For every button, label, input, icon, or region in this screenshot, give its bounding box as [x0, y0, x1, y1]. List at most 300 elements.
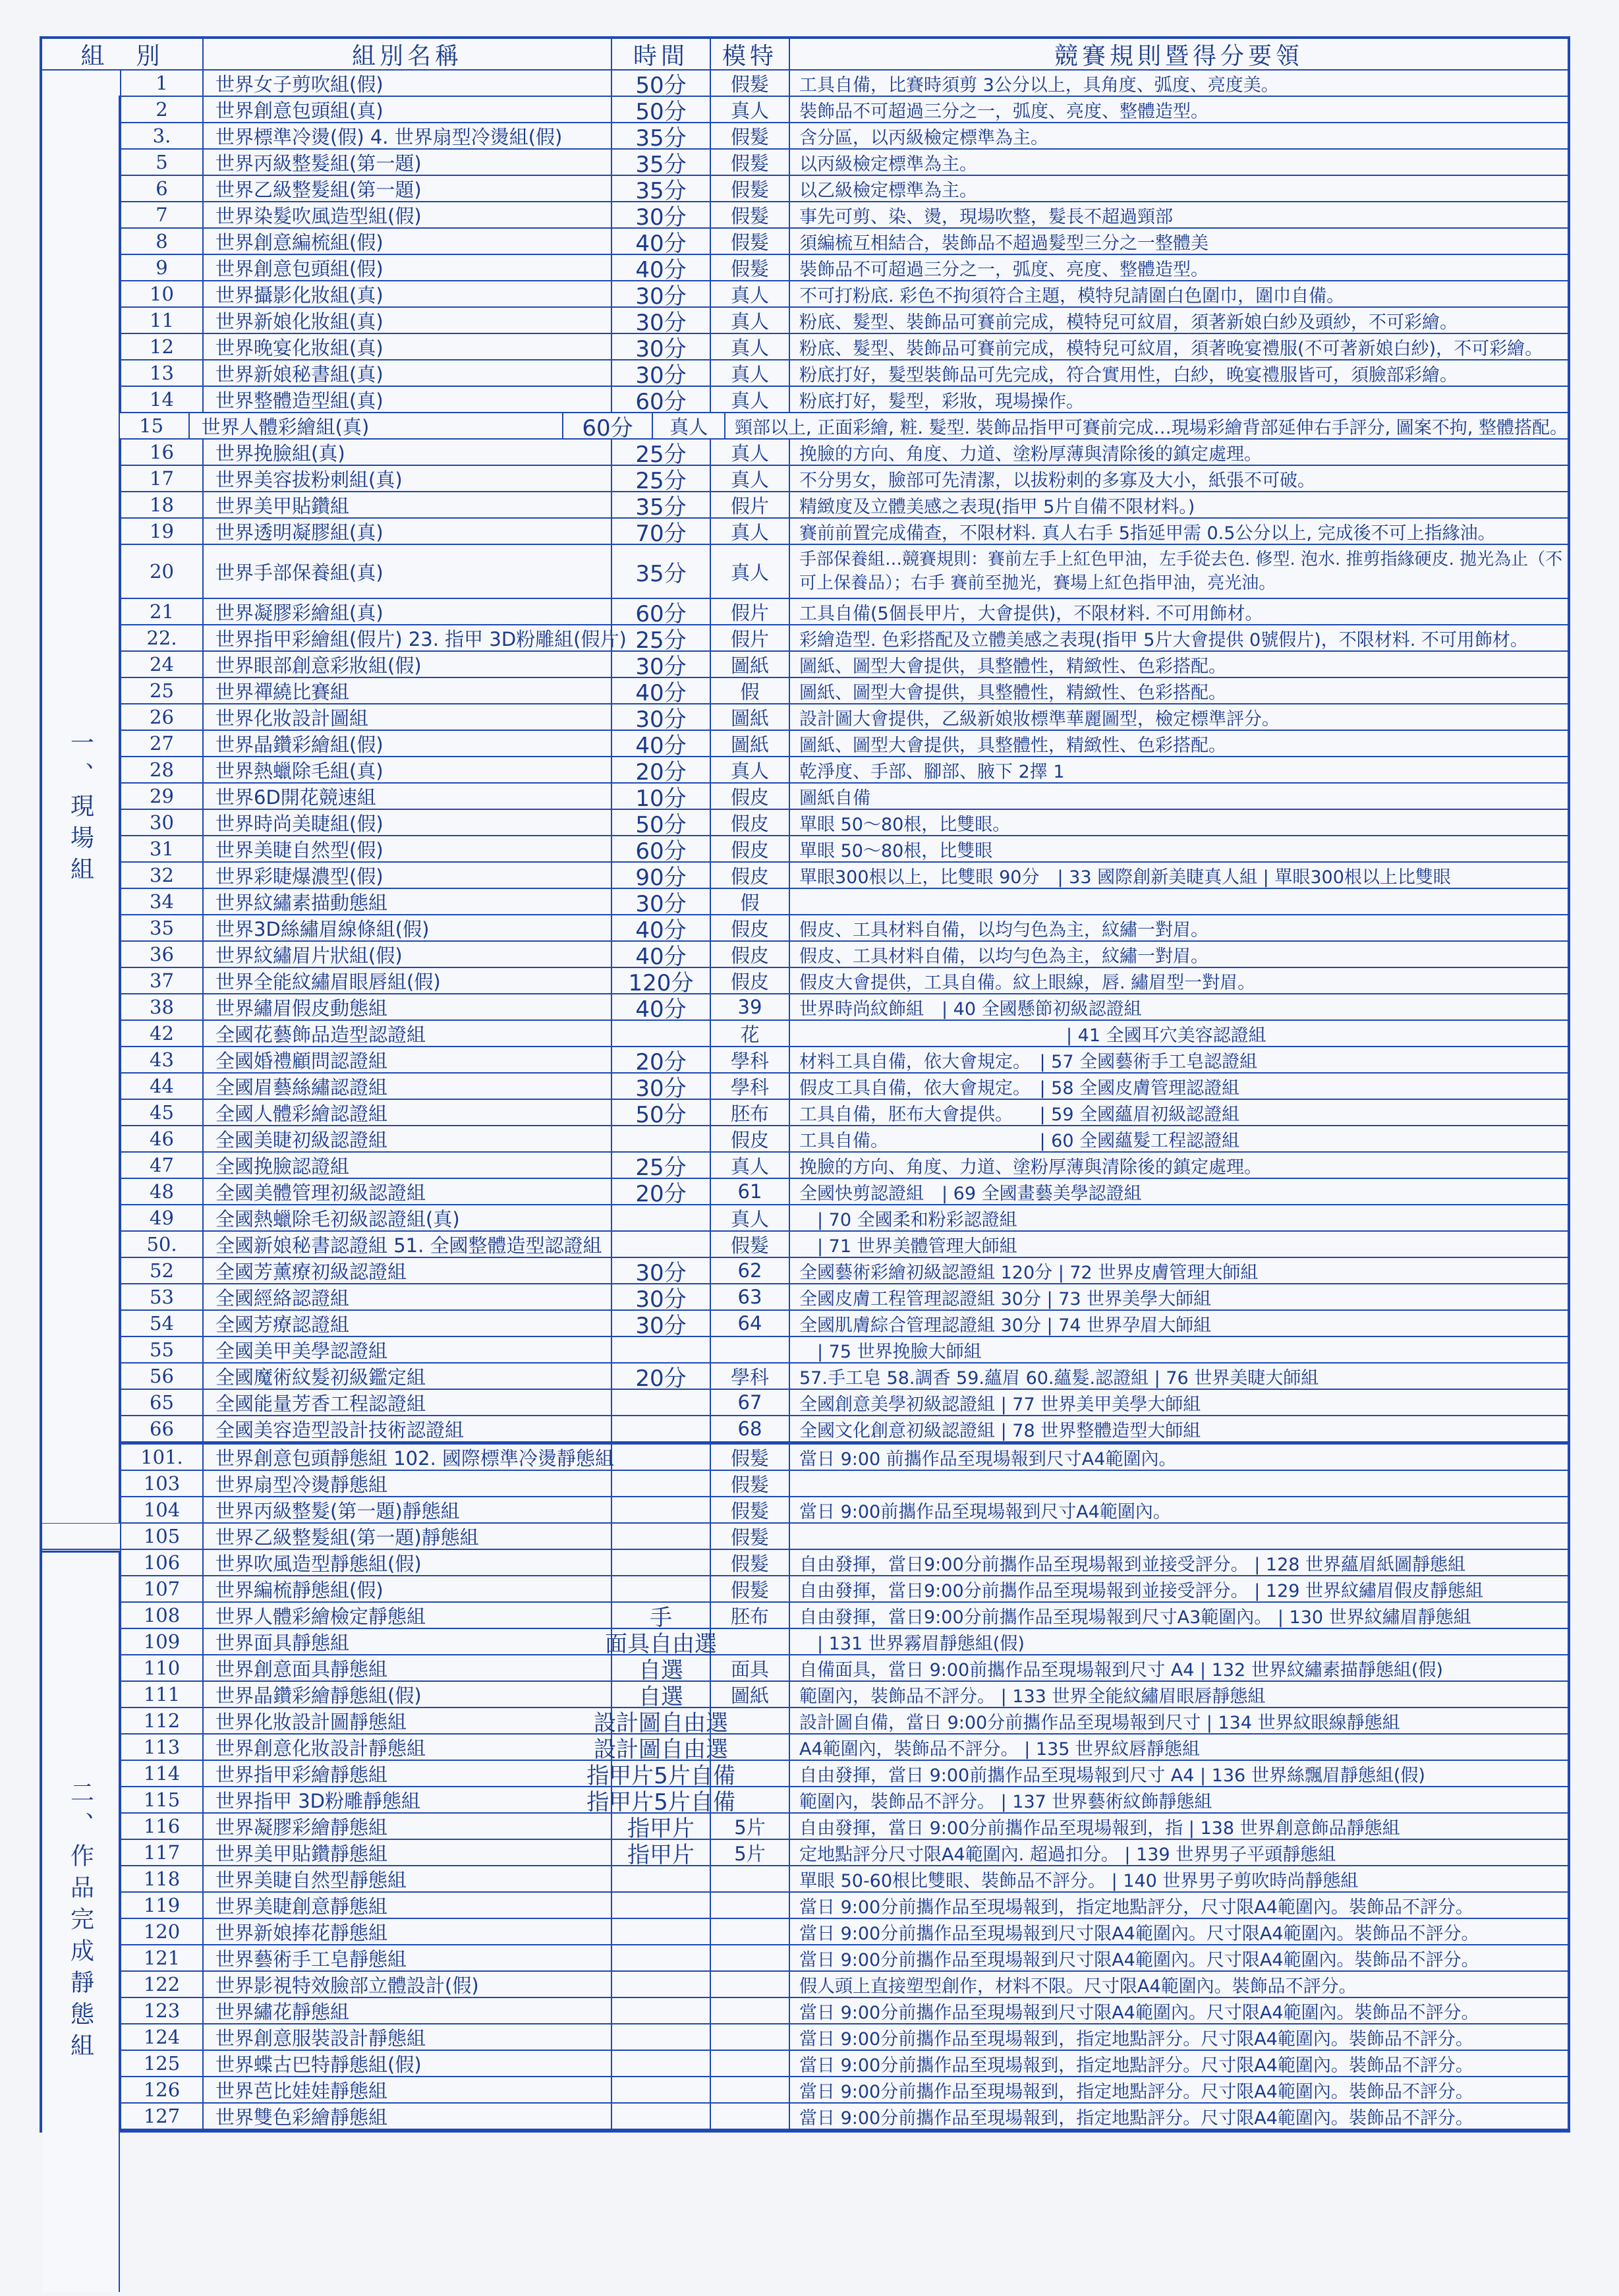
row-model: 假髮	[711, 1497, 790, 1522]
row-time: 60分	[612, 387, 711, 412]
row-group-name: 全國人體彩繪認證組	[204, 1100, 612, 1125]
row-number: 21	[121, 599, 204, 624]
row-number: 125	[121, 2051, 204, 2076]
row-rule	[790, 889, 1568, 914]
row-number: 12	[121, 334, 204, 359]
row-rule: 圖紙自備	[799, 788, 870, 809]
row-time: 30分	[612, 360, 711, 386]
table-row	[42, 1893, 1568, 1919]
row-group-name: 世界指甲 3D粉雕靜態組	[204, 1787, 612, 1812]
table-row	[42, 1390, 1568, 1416]
row-number: 105	[121, 1524, 204, 1549]
row-time: 50分	[612, 810, 711, 835]
row-number: 43	[121, 1047, 204, 1072]
row-time: 40分	[612, 942, 711, 967]
table-row	[42, 334, 1568, 360]
row-number: 14	[121, 387, 204, 412]
row-time	[612, 1524, 711, 1549]
row-rule: | 131 世界霧眉靜態組(假)	[799, 1633, 1025, 1654]
row-time: 30分	[612, 334, 711, 359]
row-model: 假髮	[711, 255, 790, 280]
table-row	[42, 229, 1568, 255]
row-rule: 當日 9:00分前攜作品至現場報到，指定地點評分。尺寸限A4範圍內。裝飾品不評分。	[799, 2081, 1473, 2102]
row-rule: 工具自備，胚布大會提供。 | 59 全國蘊眉初級認證組	[799, 1104, 1240, 1125]
row-model: 假髮	[711, 1576, 790, 1601]
row-group-name: 世界6D開花競速組	[204, 784, 612, 809]
row-number: 123	[121, 1998, 204, 2023]
row-number: 104	[121, 1497, 204, 1522]
row-rule: 工具自備，比賽時須剪 3公分以上，具角度、弧度、亮度美。	[799, 74, 1279, 96]
row-rule: 不可打粉底. 彩色不拘須符合主題，模特兒請圍白色圍巾，圍巾自備。	[799, 285, 1345, 306]
row-model	[711, 2077, 790, 2102]
table-row	[42, 1972, 1568, 1998]
table-row	[42, 836, 1568, 863]
row-time: 50分	[612, 1100, 711, 1125]
row-time: 120分	[612, 968, 711, 993]
row-time	[612, 1576, 711, 1601]
row-time	[612, 1919, 711, 1944]
table-row	[42, 1179, 1568, 1205]
row-model: 真人	[711, 466, 790, 491]
row-model: 假皮	[711, 915, 790, 940]
row-group-name: 世界彩睫爆濃型(假)	[204, 863, 612, 888]
row-number: 66	[121, 1416, 204, 1441]
row-model: 真人	[711, 97, 790, 122]
row-group-name: 世界創意包頭靜態組 102. 國際標準冷燙靜態組	[204, 1445, 612, 1470]
row-number: 46	[121, 1126, 204, 1151]
table-row	[42, 1761, 1568, 1787]
row-group-name: 世界禪繞比賽組	[204, 678, 612, 703]
row-group-name: 世界美容拔粉刺組(真)	[204, 466, 612, 491]
row-group-name: 世界凝膠彩繪組(真)	[204, 599, 612, 624]
row-rule: 工具自備(5個長甲片，大會提供)，不限材料. 不可用飾材。	[799, 603, 1263, 624]
row-group-name: 世界美睫自然型靜態組	[204, 1866, 612, 1891]
row-rule: 57.手工皂 58.調香 59.蘊眉 60.蘊髮.認證組 | 76 世界美睫大師組	[799, 1367, 1319, 1389]
row-model	[711, 1787, 790, 1812]
row-time: 20分	[612, 1179, 711, 1204]
row-group-name: 世界面具靜態組	[204, 1629, 612, 1654]
row-model	[711, 2104, 790, 2129]
row-model	[711, 1761, 790, 1786]
row-number: 109	[121, 1629, 204, 1654]
row-number: 28	[121, 757, 204, 782]
row-group-name: 世界標準冷燙(假) 4. 世界扇型冷燙組(假)	[204, 123, 612, 148]
row-number: 119	[121, 1893, 204, 1918]
row-number: 110	[121, 1655, 204, 1680]
table-row	[42, 1445, 1568, 1471]
row-number: 114	[121, 1761, 204, 1786]
table-row	[42, 1866, 1568, 1893]
row-group-name: 世界紋繡素描動態組	[204, 889, 612, 914]
row-time: 20分	[612, 1363, 711, 1389]
row-time: 60分	[612, 599, 711, 624]
row-time: 30分	[612, 281, 711, 306]
row-group-name: 世界紋繡眉片狀組(假)	[204, 942, 612, 967]
row-number: 18	[121, 492, 204, 517]
row-group-name: 世界晶鑽彩繪靜態組(假)	[204, 1682, 612, 1707]
row-model: 假髮	[711, 1524, 790, 1549]
row-group-name: 世界影視特效臉部立體設計(假)	[204, 1972, 612, 1997]
row-model: 真人	[711, 757, 790, 782]
row-time: 設計圖自由選	[612, 1735, 711, 1760]
row-rule: 假皮、工具材料自備，以均勻色為主，紋繡一對眉。	[799, 946, 1208, 967]
competition-table	[40, 36, 1570, 2133]
row-model: 64	[711, 1311, 790, 1336]
row-time: 90分	[612, 863, 711, 888]
row-rule: 裝飾品不可超過三分之一，弧度、亮度、整體造型。	[799, 101, 1208, 122]
row-model: 假片	[711, 599, 790, 624]
row-rule: 粉底、髮型、裝飾品可賽前完成，模特兒可紋眉，須著新娘白紗及頭紗，不可彩繪。	[799, 312, 1458, 333]
table-row	[42, 413, 1568, 440]
row-rule: 當日 9:00分前攜作品至現場報到，指定地點評分。尺寸限A4範圍內。裝飾品不評分。	[799, 2108, 1473, 2129]
row-time	[612, 1972, 711, 1997]
row-model: 63	[711, 1284, 790, 1309]
row-model: 假皮	[711, 836, 790, 861]
row-number: 113	[121, 1735, 204, 1760]
row-number: 6	[121, 176, 204, 201]
row-rule: 當日 9:00分前攜作品至現場報到，指定地點評分。尺寸限A4範圍內。裝飾品不評分。	[799, 2055, 1473, 2076]
row-time	[612, 1232, 711, 1257]
row-model: 真人	[711, 1205, 790, 1230]
row-time: 20分	[612, 1047, 711, 1072]
row-group-name: 世界蝶古巴特靜態組(假)	[204, 2051, 612, 2076]
row-model: 假皮	[711, 1126, 790, 1151]
row-time: 20分	[612, 757, 711, 782]
row-rule: 頸部以上, 正面彩繪, 粧. 髮型. 裝飾品指甲可賽前完成…現場彩繪背部延伸右手評分, 圖案不拘, 整體搭配。	[734, 417, 1568, 438]
row-time: 10分	[612, 784, 711, 809]
row-rule: 自備面具，當日 9:00前攜作品至現場報到尺寸 A4 | 132 世界紋繡素描靜態組(假)	[799, 1659, 1443, 1680]
row-model: 面具	[711, 1655, 790, 1680]
row-time: 自選	[612, 1655, 711, 1680]
row-model: 39	[711, 994, 790, 1019]
row-number: 10	[121, 281, 204, 306]
row-time: 30分	[612, 1311, 711, 1336]
table-row	[42, 1814, 1568, 1840]
row-number: 127	[121, 2104, 204, 2129]
table-row	[42, 1497, 1568, 1524]
row-time	[612, 1126, 711, 1151]
row-group-name: 世界創意包頭組(真)	[204, 97, 612, 122]
row-group-name: 世界乙級整髮組(第一題)靜態組	[204, 1524, 612, 1549]
row-group-name: 世界丙級整髮組(第一題)	[204, 150, 612, 175]
row-model	[711, 1337, 790, 1362]
table-row	[42, 942, 1568, 968]
row-model: 真人	[711, 360, 790, 386]
header-group: 組 別	[42, 39, 204, 69]
table-row	[42, 1284, 1568, 1311]
row-rule: A4範圍內，裝飾品不評分。 | 135 世界紋唇靜態組	[799, 1738, 1201, 1760]
row-model: 假皮	[711, 863, 790, 888]
row-group-name: 世界時尚美睫組(假)	[204, 810, 612, 835]
table-row	[42, 731, 1568, 757]
row-rule: 裝飾品不可超過三分之一，弧度、亮度、整體造型。	[799, 259, 1208, 280]
row-number: 126	[121, 2077, 204, 2102]
row-time	[612, 1893, 711, 1918]
row-number: 5	[121, 150, 204, 175]
table-row	[42, 1735, 1568, 1761]
row-group-name: 全國芳薰療初級認證組	[204, 1258, 612, 1283]
row-rule: 賽前前置完成備查，不限材料. 真人右手 5指延甲需 0.5公分以上, 完成後不可上指緣油。	[799, 523, 1496, 544]
row-rule: 工具自備。 | 60 全國蘊髮工程認證組	[799, 1130, 1240, 1151]
row-time	[612, 1445, 711, 1470]
row-rule: 單眼 50～80根，比雙眼。	[799, 814, 1011, 835]
row-number: 101.	[121, 1445, 204, 1470]
table-row	[42, 1074, 1568, 1100]
row-number: 19	[121, 519, 204, 544]
row-rule: 挽臉的方向、角度、力道、塗粉厚薄與清除後的鎮定處理。	[799, 444, 1262, 465]
row-model: 61	[711, 1179, 790, 1204]
row-model	[711, 1735, 790, 1760]
row-group-name: 世界人體彩繪組(真)	[190, 413, 563, 438]
row-model: 真人	[711, 334, 790, 359]
row-time: 30分	[612, 652, 711, 677]
row-rule: 自由發揮，當日9:00分前攜作品至現場報到並接受評分。 | 129 世界紋繡眉假皮靜態組	[799, 1580, 1484, 1601]
row-number: 9	[121, 255, 204, 280]
row-rule: 世界時尚紋飾組 | 40 全國懸節初級認證組	[799, 998, 1142, 1019]
row-model: 圖紙	[711, 1682, 790, 1707]
row-time	[612, 2077, 711, 2102]
row-time: 25分	[612, 1153, 711, 1178]
row-model	[711, 1629, 790, 1654]
row-time	[612, 1497, 711, 1522]
row-group-name: 世界手部保養組(真)	[204, 545, 612, 598]
row-rule: 全國藝術彩繪初級認證組 120分 | 72 世界皮膚管理大師組	[799, 1262, 1259, 1283]
table-row	[42, 863, 1568, 889]
row-rule: 當日 9:00分前攜作品至現場報到，指定地點評分。尺寸限A4範圍內。裝飾品不評分。	[799, 2028, 1473, 2050]
row-time	[612, 1866, 711, 1891]
row-number: 44	[121, 1074, 204, 1099]
row-group-name: 全國美容造型設計技術認證組	[204, 1416, 612, 1441]
row-number: 17	[121, 466, 204, 491]
row-number: 7	[121, 202, 204, 227]
table-row	[42, 784, 1568, 810]
row-rule: 不分男女，臉部可先清潔，以拔粉刺的多寡及大小，紙張不可破。	[799, 470, 1315, 491]
row-model: 假片	[711, 625, 790, 650]
row-rule: 當日 9:00 前攜作品至現場報到尺寸A4範圍內。	[799, 1449, 1177, 1470]
table-row	[42, 2077, 1568, 2104]
row-rule: 假皮大會提供，工具自備。紋上眼線，唇. 繡眉型一對眉。	[799, 972, 1256, 993]
row-rule: 自由發揮，當日9:00分前攜作品至現場報到並接受評分。 | 128 世界蘊眉紙圖靜態組	[799, 1554, 1466, 1575]
table-row	[42, 440, 1568, 466]
table-row	[42, 625, 1568, 652]
row-group-name: 全國美睫初級認證組	[204, 1126, 612, 1151]
row-rule: 彩繪造型. 色彩搭配及立體美感之表現(指甲 5片大會提供 0號假片)，不限材料. 不可用飾材。	[799, 629, 1528, 650]
row-group-name: 世界凝膠彩繪靜態組	[204, 1814, 612, 1839]
row-number: 53	[121, 1284, 204, 1309]
row-model: 真人	[711, 545, 790, 598]
row-number: 35	[121, 915, 204, 940]
row-number: 48	[121, 1179, 204, 1204]
table-row	[42, 545, 1568, 599]
row-number: 26	[121, 704, 204, 730]
row-number: 50.	[121, 1232, 204, 1257]
row-group-name: 全國眉藝絲繡認證組	[204, 1074, 612, 1099]
row-model: 圖紙	[711, 731, 790, 756]
row-time: 60分	[563, 413, 654, 438]
row-number: 27	[121, 731, 204, 756]
row-number: 13	[121, 360, 204, 386]
row-model: 假片	[711, 492, 790, 517]
row-group-name: 全國婚禮顧問認證組	[204, 1047, 612, 1072]
row-model: 68	[711, 1416, 790, 1441]
row-time	[612, 2051, 711, 2076]
row-rule: 自由發揮，當日 9:00前攜作品至現場報到尺寸 A4 | 136 世界絲飄眉靜態組(假)	[799, 1765, 1425, 1786]
row-time: 40分	[612, 229, 711, 254]
row-model: 胚布	[711, 1603, 790, 1628]
row-time: 40分	[612, 994, 711, 1019]
table-row	[42, 1787, 1568, 1814]
row-group-name: 全國芳療認證組	[204, 1311, 612, 1336]
table-row	[42, 1416, 1568, 1443]
row-rule: 單眼 50～80根，比雙眼	[799, 840, 993, 861]
row-rule: 含分區，以丙級檢定標準為主。	[799, 127, 1048, 148]
row-rule: | 41 全國耳穴美容認證組	[799, 1025, 1266, 1046]
row-group-name: 世界創意面具靜態組	[204, 1655, 612, 1680]
row-model: 假髮	[711, 123, 790, 148]
row-time: 40分	[612, 678, 711, 703]
row-number: 37	[121, 968, 204, 993]
row-time	[612, 1998, 711, 2023]
row-group-name: 世界芭比娃娃靜態組	[204, 2077, 612, 2102]
row-time: 35分	[612, 123, 711, 148]
row-group-name: 世界美睫創意靜態組	[204, 1893, 612, 1918]
row-time	[612, 1205, 711, 1230]
table-row	[42, 1232, 1568, 1258]
row-rule: 單眼 50-60根比雙眼、裝飾品不評分。 | 140 世界男子剪吹時尚靜態組	[799, 1870, 1359, 1891]
row-group-name: 世界編梳靜態組(假)	[204, 1576, 612, 1601]
table-row	[42, 1258, 1568, 1284]
table-row	[42, 678, 1568, 704]
row-group-name: 世界指甲彩繪靜態組	[204, 1761, 612, 1786]
row-number: 45	[121, 1100, 204, 1125]
row-group-name: 世界晚宴化妝組(真)	[204, 334, 612, 359]
row-time: 30分	[612, 889, 711, 914]
row-time	[612, 1416, 711, 1441]
row-model: 假髮	[711, 176, 790, 201]
row-rule: 範圍內，裝飾品不評分。 | 137 世界藝術紋飾靜態組	[799, 1791, 1212, 1812]
row-time	[612, 1021, 711, 1046]
row-model	[711, 2051, 790, 2076]
row-time	[612, 1550, 711, 1575]
row-time: 面具自由選	[612, 1629, 711, 1654]
table-row	[42, 599, 1568, 625]
row-group-name: 世界雙色彩繪靜態組	[204, 2104, 612, 2129]
section-static-label: 二、作品完成靜態組	[42, 1551, 120, 2292]
row-group-name: 世界創意化妝設計靜態組	[204, 1735, 612, 1760]
row-rule: 假皮工具自備，依大會規定。 | 58 全國皮膚管理認證組	[799, 1077, 1240, 1099]
row-time: 35分	[612, 492, 711, 517]
row-model	[711, 1919, 790, 1944]
row-time: 35分	[612, 176, 711, 201]
row-time: 30分	[612, 704, 711, 730]
row-rule: 自由發揮，當日9:00分前攜作品至現場報到尺寸A3範圍內。 | 130 世界紋繡眉靜態組	[799, 1607, 1471, 1628]
row-number: 54	[121, 1311, 204, 1336]
row-model: 學科	[711, 1047, 790, 1072]
row-group-name: 世界眼部創意彩妝組(假)	[204, 652, 612, 677]
row-rule: 自由發揮，當日 9:00分前攜作品至現場報到，指 | 138 世界創意飾品靜態組	[799, 1818, 1400, 1839]
row-model: 假皮	[711, 942, 790, 967]
row-group-name: 全國新娘秘書認證組 51. 全國整體造型認證組	[204, 1232, 612, 1257]
live-section-rows	[42, 71, 1568, 1443]
row-group-name: 世界晶鑽彩繪組(假)	[204, 731, 612, 756]
row-group-name: 世界丙級整髮(第一題)靜態組	[204, 1497, 612, 1522]
row-group-name: 世界熱蠟除毛組(真)	[204, 757, 612, 782]
table-row	[42, 1840, 1568, 1866]
row-time	[612, 1471, 711, 1496]
row-model	[711, 1708, 790, 1733]
table-row	[42, 1576, 1568, 1603]
row-group-name: 世界女子剪吹組(假)	[204, 71, 612, 96]
row-number: 107	[121, 1576, 204, 1601]
row-rule: | 71 世界美體管理大師組	[799, 1236, 1017, 1257]
row-rule: 精緻度及立體美感之表現(指甲 5片自備不限材料。)	[799, 496, 1195, 517]
table-row	[42, 2104, 1568, 2130]
row-group-name: 世界扇型冷燙靜態組	[204, 1471, 612, 1496]
row-model	[711, 1893, 790, 1918]
row-model	[711, 1972, 790, 1997]
row-model: 5片	[711, 1814, 790, 1839]
row-time: 30分	[612, 308, 711, 333]
row-time	[612, 2024, 711, 2050]
row-model: 真人	[711, 1153, 790, 1178]
table-row	[42, 519, 1568, 545]
row-model: 62	[711, 1258, 790, 1283]
row-rule: 粉底打好，髮型裝飾品可先完成，符合實用性，白紗，晚宴禮服皆可，須臉部彩繪。	[799, 364, 1458, 386]
row-time: 設計圖自由選	[612, 1708, 711, 1733]
row-rule: 須編梳互相結合，裝飾品不超過髮型三分之一整體美	[799, 233, 1208, 254]
row-model: 假	[711, 678, 790, 703]
table-row	[42, 255, 1568, 281]
table-row	[42, 1603, 1568, 1629]
header-model: 模特	[711, 39, 790, 69]
table-row	[42, 1919, 1568, 1945]
table-row	[42, 202, 1568, 229]
row-rule: 全國創意美學初級認證組 | 77 世界美甲美學大師組	[799, 1394, 1201, 1415]
row-model: 假	[711, 889, 790, 914]
row-number: 49	[121, 1205, 204, 1230]
row-group-name: 世界新娘化妝組(真)	[204, 308, 612, 333]
table-row	[42, 492, 1568, 519]
row-group-name: 世界攝影化妝組(真)	[204, 281, 612, 306]
row-number: 122	[121, 1972, 204, 1997]
row-model: 假髮	[711, 150, 790, 175]
row-group-name: 世界美甲貼鑽靜態組	[204, 1840, 612, 1865]
row-model: 胚布	[711, 1100, 790, 1125]
row-rule: 全國快剪認證組 | 69 全國畫藝美學認證組	[799, 1183, 1142, 1204]
row-model: 假髮	[711, 1232, 790, 1257]
row-model: 假髮	[711, 1550, 790, 1575]
table-row	[42, 704, 1568, 731]
row-group-name: 全國魔術紋髮初級鑑定組	[204, 1363, 612, 1389]
row-group-name: 世界美甲貼鑽組	[204, 492, 612, 517]
row-rule: 當日 9:00分前攜作品至現場報到尺寸限A4範圍內。尺寸限A4範圍內。裝飾品不評分。	[799, 1923, 1479, 1944]
row-model: 假皮	[711, 810, 790, 835]
row-group-name: 全國花藝飾品造型認證組	[204, 1021, 612, 1046]
row-number: 115	[121, 1787, 204, 1812]
row-group-name: 世界繡花靜態組	[204, 1998, 612, 2023]
row-group-name: 世界整體造型組(真)	[204, 387, 612, 412]
row-rule: 乾淨度、手部、腳部、腋下 2擇 1	[799, 761, 1065, 782]
row-time: 35分	[612, 545, 711, 598]
row-model: 假髮	[711, 1445, 790, 1470]
row-number: 106	[121, 1550, 204, 1575]
row-time: 30分	[612, 1284, 711, 1309]
row-time: 指甲片	[612, 1840, 711, 1865]
row-group-name: 世界化妝設計圖靜態組	[204, 1708, 612, 1733]
row-time: 50分	[612, 97, 711, 122]
row-rule: 粉底、髮型、裝飾品可賽前完成，模特兒可紋眉，須著晚宴禮服(不可著新娘白紗)，不可彩繪。	[799, 338, 1543, 359]
row-rule: 圖紙、圖型大會提供，具整體性，精緻性、色彩搭配。	[799, 682, 1226, 703]
